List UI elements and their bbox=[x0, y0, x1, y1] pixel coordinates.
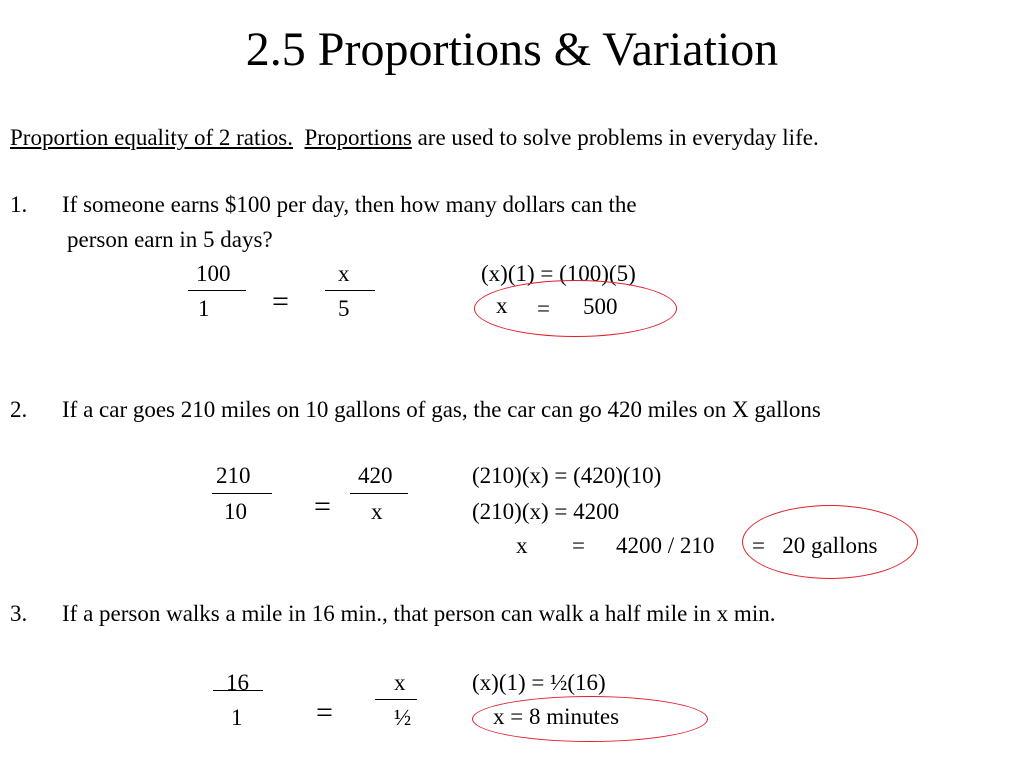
problem-1-answer-eq: = bbox=[537, 296, 550, 321]
intro-term-proportions: Proportions bbox=[304, 125, 412, 150]
problem-1-right-fraction-bar bbox=[325, 290, 375, 291]
problem-3-equals: = bbox=[316, 696, 333, 729]
problem-3-step1: (x)(1) = ½(16) bbox=[472, 670, 606, 695]
problem-2-right-numerator: 420 bbox=[358, 463, 393, 488]
problem-3-left-numerator: 16 bbox=[226, 670, 249, 695]
problem-2-left-numerator: 210 bbox=[216, 463, 251, 488]
page-title: 2.5 Proportions & Variation bbox=[245, 23, 779, 76]
intro-rest: are used to solve problems in everyday life. bbox=[411, 125, 819, 150]
problem-1-right-numerator: x bbox=[338, 261, 350, 286]
problem-2-right-denominator: x bbox=[371, 499, 383, 524]
problem-1-answer-value: 500 bbox=[583, 294, 618, 319]
problem-1-answer-var: x bbox=[496, 293, 508, 318]
problem-2-step3-expression: 4200 / 210 bbox=[616, 533, 715, 558]
problem-3-text-line1: If a person walks a mile in 16 min., that person can walk a half mile in x min. bbox=[62, 601, 776, 626]
problem-2-equals: = bbox=[314, 490, 331, 523]
problem-2-left-denominator: 10 bbox=[224, 499, 247, 524]
problem-3-answer-circle bbox=[472, 696, 708, 742]
problem-2-answer: = 20 gallons bbox=[752, 533, 878, 558]
problem-2-right-fraction-bar bbox=[350, 493, 408, 494]
problem-2-step1: (210)(x) = (420)(10) bbox=[472, 463, 662, 488]
problem-2-left-fraction-bar bbox=[212, 493, 272, 494]
problem-2-text-line1: If a car goes 210 miles on 10 gallons of gas, the car can go 420 miles on X gallons bbox=[62, 397, 821, 422]
problem-1-left-numerator: 100 bbox=[196, 261, 231, 286]
problem-1-equals: = bbox=[272, 285, 289, 318]
problem-2-answer-circle bbox=[742, 505, 918, 579]
problem-3-left-fraction-bar bbox=[213, 690, 263, 691]
problem-1-left-denominator: 1 bbox=[198, 296, 210, 321]
problem-1-answer-circle bbox=[474, 280, 677, 337]
problem-3-number: 3. bbox=[10, 601, 28, 626]
problem-1-text-line2: person earn in 5 days? bbox=[67, 227, 273, 252]
problem-2-step2: (210)(x) = 4200 bbox=[472, 499, 620, 524]
problem-1-step1: (x)(1) = (100)(5) bbox=[481, 261, 636, 286]
problem-3-right-numerator: x bbox=[394, 670, 406, 695]
problem-3-left-denominator: 1 bbox=[231, 705, 243, 730]
intro-line bbox=[10, 126, 819, 149]
problem-1-number: 1. bbox=[10, 192, 28, 217]
problem-1-text-line1: If someone earns $100 per day, then how many dollars can the bbox=[62, 192, 637, 217]
problem-2-step3-eq: = bbox=[572, 533, 585, 558]
problem-2-step3-var: x bbox=[516, 533, 528, 558]
intro-term: Proportion equality of 2 ratios. bbox=[10, 125, 293, 150]
problem-1-left-fraction-bar bbox=[188, 290, 246, 291]
problem-2-number: 2. bbox=[10, 397, 28, 422]
problem-3-right-fraction-bar bbox=[375, 699, 417, 700]
problem-3-right-denominator: ½ bbox=[394, 705, 412, 730]
problem-3-answer: x = 8 minutes bbox=[493, 704, 620, 729]
problem-1-right-denominator: 5 bbox=[338, 296, 350, 321]
